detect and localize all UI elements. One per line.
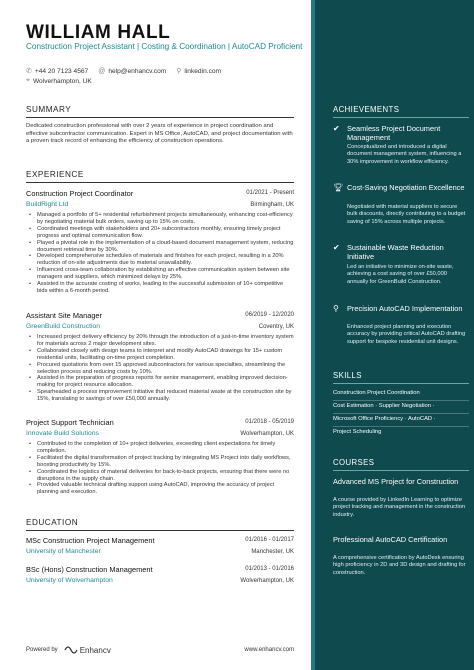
courses-title: COURSES (333, 458, 375, 467)
contact-location-row (26, 77, 92, 85)
skills-title: SKILLS (333, 371, 362, 380)
summary-text: Dedicated construction professional with over 2 years of experience in project coordination and effective subcontractor communication. Expert in MS Office, AutoCAD, and project documentation with a proven track record of enhancing the efficiency of construction operations. (26, 123, 293, 145)
edu-dates: 01/2016 - 01/2017 (245, 537, 294, 543)
achievement-title: Cost-Saving Negotiation Excellence (347, 183, 465, 192)
edu-degree: BSc (Hons) Construction Management (26, 565, 153, 574)
footer (26, 643, 294, 657)
achievement-title: Sustainable Waste Reduction Initiative (347, 243, 444, 261)
edu-degree: MSc Construction Project Management (26, 536, 155, 545)
list-item: • Assisted in the preparation of progress reports for senior management, enabling improved decision-making for project resource allocation. (26, 375, 294, 389)
list-item: • Increased project delivery efficiency by 20% through the introduction of a just-in-time inventory system for materials across 2 major development sites. (26, 334, 294, 348)
achievement-desc: Conceptualized and introduced a digital document management system, influencing a 30% improvement in workflow efficiency. (347, 144, 462, 165)
experience-title: EXPERIENCE (26, 170, 84, 179)
skills-divider (333, 383, 469, 384)
job-bullets (26, 441, 294, 496)
footer-url[interactable]: www.enhancv.com (244, 647, 294, 653)
phone-icon: ✆ (26, 68, 32, 75)
job-company: GreenBuild Construction (26, 323, 101, 330)
contact-phone: ✆ +44 20 7123 4567 (26, 67, 89, 75)
contact-location: Wolverhampton, UK (32, 77, 92, 85)
at-icon: @ (98, 67, 106, 75)
job-location: Coventry, UK (258, 324, 294, 330)
skill-separator (333, 426, 469, 427)
edu-school: University of Manchester (26, 548, 101, 555)
job-title: Assistant Site Manager (26, 311, 102, 320)
candidate-name: WILLIAM HALL (26, 22, 171, 43)
contact-email[interactable]: @ help@enhancv.com (98, 67, 167, 75)
edu-location: Wolverhampton, UK (240, 578, 294, 584)
list-item: • Coordinated the logistics of material deliveries for back-to-back projects, ensuring that there were no disruptions in the supply chain. (26, 469, 294, 483)
trophy-icon: 🏆︎ (333, 183, 344, 192)
education-title: EDUCATION (26, 518, 79, 527)
job-location: Birmingham, UK (250, 202, 294, 208)
achievement-title: Seamless Project Document Management (347, 124, 441, 142)
summary-title: SUMMARY (26, 105, 72, 114)
course-title: Professional AutoCAD Certification (333, 535, 448, 544)
achievement-desc: Led an initiative to minimize on-site waste, achieving a cost saving of over £50,000 annually for GreenBuild Construction. (347, 264, 454, 285)
list-item: • Developed comprehensive schedules of materials and finishes for each project, resulting in a 20% reduction of on-site adjustments due to material unavailability. (26, 253, 294, 267)
skill-row: Project Scheduling (333, 429, 382, 435)
job-company: BuildRight Ltd (26, 201, 69, 208)
list-item: • Influenced cross-team collaboration by establishing an effective communication system between site managers and suppliers, which minimized delays by 25%. (26, 267, 294, 281)
enhancv-logo-icon (64, 646, 78, 654)
experience-divider (26, 182, 294, 183)
job-bullets (26, 334, 294, 403)
job-title: Project Support Technician (26, 418, 114, 427)
skill-row: Construction Project Coordination (333, 390, 420, 396)
achievement-desc: Enhanced project planning and execution accuracy by providing critical AutoCAD drafting support for bespoke residential unit designs. (347, 324, 466, 345)
list-item: • Played a pivotal role in the implementation of a cloud-based document management system, reducing document retrieval time by 30%. (26, 240, 294, 254)
pin-icon: ⌖ (26, 77, 30, 84)
edu-school: University of Wolverhampton (26, 577, 113, 584)
list-item: • Procured quotations from over 15 approved subcontractors for various specialties, streamlining the selection process and reducing costs by 10%. (26, 362, 294, 376)
enhancv-logo[interactable]: Enhancv (64, 646, 111, 655)
job-bullets (26, 212, 294, 295)
check-icon: ✔ (333, 124, 340, 133)
skill-separator (333, 413, 469, 414)
job-dates: 01/2018 - 05/2019 (245, 419, 294, 425)
sidebar (311, 0, 474, 670)
edu-location: Manchester, UK (251, 549, 294, 555)
course-desc: A course provided by LinkedIn Learning to optimize project tracking and management in the construction industry. (333, 497, 466, 518)
pin-icon: ⚲ (333, 304, 339, 313)
list-item: • Provided valuable technical drafting support using AutoCAD, improving the accuracy of project planning and execution. (26, 482, 294, 496)
contact-linkedin[interactable]: ⚲ linkedin.com (176, 67, 222, 75)
education-divider (26, 530, 294, 531)
job-dates: 01/2021 - Present (246, 190, 294, 196)
job-company: Innovate Build Solutions (26, 430, 99, 437)
list-item: • Assisted in the accurate costing of works, leading to the successful submission of 10+ competitive bids within a 6-month period. (26, 281, 294, 295)
job-location: Wolverhampton, UK (240, 431, 294, 437)
achievement-title: Precision AutoCAD Implementation (347, 304, 463, 313)
achievement-desc: Negotiated with material suppliers to secure bulk discounts, directly contributing to a budget saving of 15% across multiple projects. (347, 204, 466, 225)
list-item: • Contributed to the completion of 10+ project deliveries, exceeding client expectations for timely completion. (26, 441, 294, 455)
list-item: • Spearheaded a process improvement initiative that reduced material waste at the construction site by 15%, translating to savings of over £50,000 annually. (26, 389, 294, 403)
list-item: • Managed a portfolio of 5+ residential refurbishment projects simultaneously, enhancing cost-efficiency by negotiating material bulk orders, saving up to 15% on costs. (26, 212, 294, 226)
courses-divider (333, 470, 469, 471)
job-dates: 06/2019 - 12/2020 (245, 312, 294, 318)
summary-divider (26, 117, 294, 118)
skill-separator (333, 400, 469, 401)
course-desc: A comprehensive certification by AutoDesk ensuring high proficiency in 2D and 3D design and drafting for construction. (333, 555, 466, 576)
course-title: Advanced MS Project for Construction (333, 477, 459, 486)
headline: Construction Project Assistant | Costing & Coordination | AutoCAD Proficient (26, 42, 303, 51)
powered-by-label: Powered by (26, 647, 58, 653)
list-item: • Facilitated the digital transformation of project tracking by integrating MS Project into daily workflows, boosting productivity by 15%. (26, 455, 294, 469)
skill-row: Cost Estimation · Supplier Negotiation · (333, 403, 435, 409)
list-item: • Collaborated closely with design teams to interpret and modify AutoCAD drawings for 15+ custom residential units, facilitating on-time project completion. (26, 348, 294, 362)
check-icon: ✔ (333, 243, 340, 252)
link-icon: ⚲ (176, 68, 182, 75)
list-item: • Coordinated meetings with stakeholders and 20+ subcontractors monthly, ensuring timely project progress and optimal communication flow. (26, 226, 294, 240)
edu-dates: 01/2013 - 01/2016 (245, 566, 294, 572)
achievements-title: ACHIEVEMENTS (333, 105, 400, 114)
contact-row (26, 67, 221, 75)
achievements-divider (333, 117, 469, 118)
job-title: Construction Project Coordinator (26, 189, 134, 198)
skill-row: Microsoft Office Proficiency · AutoCAD · (333, 416, 436, 422)
